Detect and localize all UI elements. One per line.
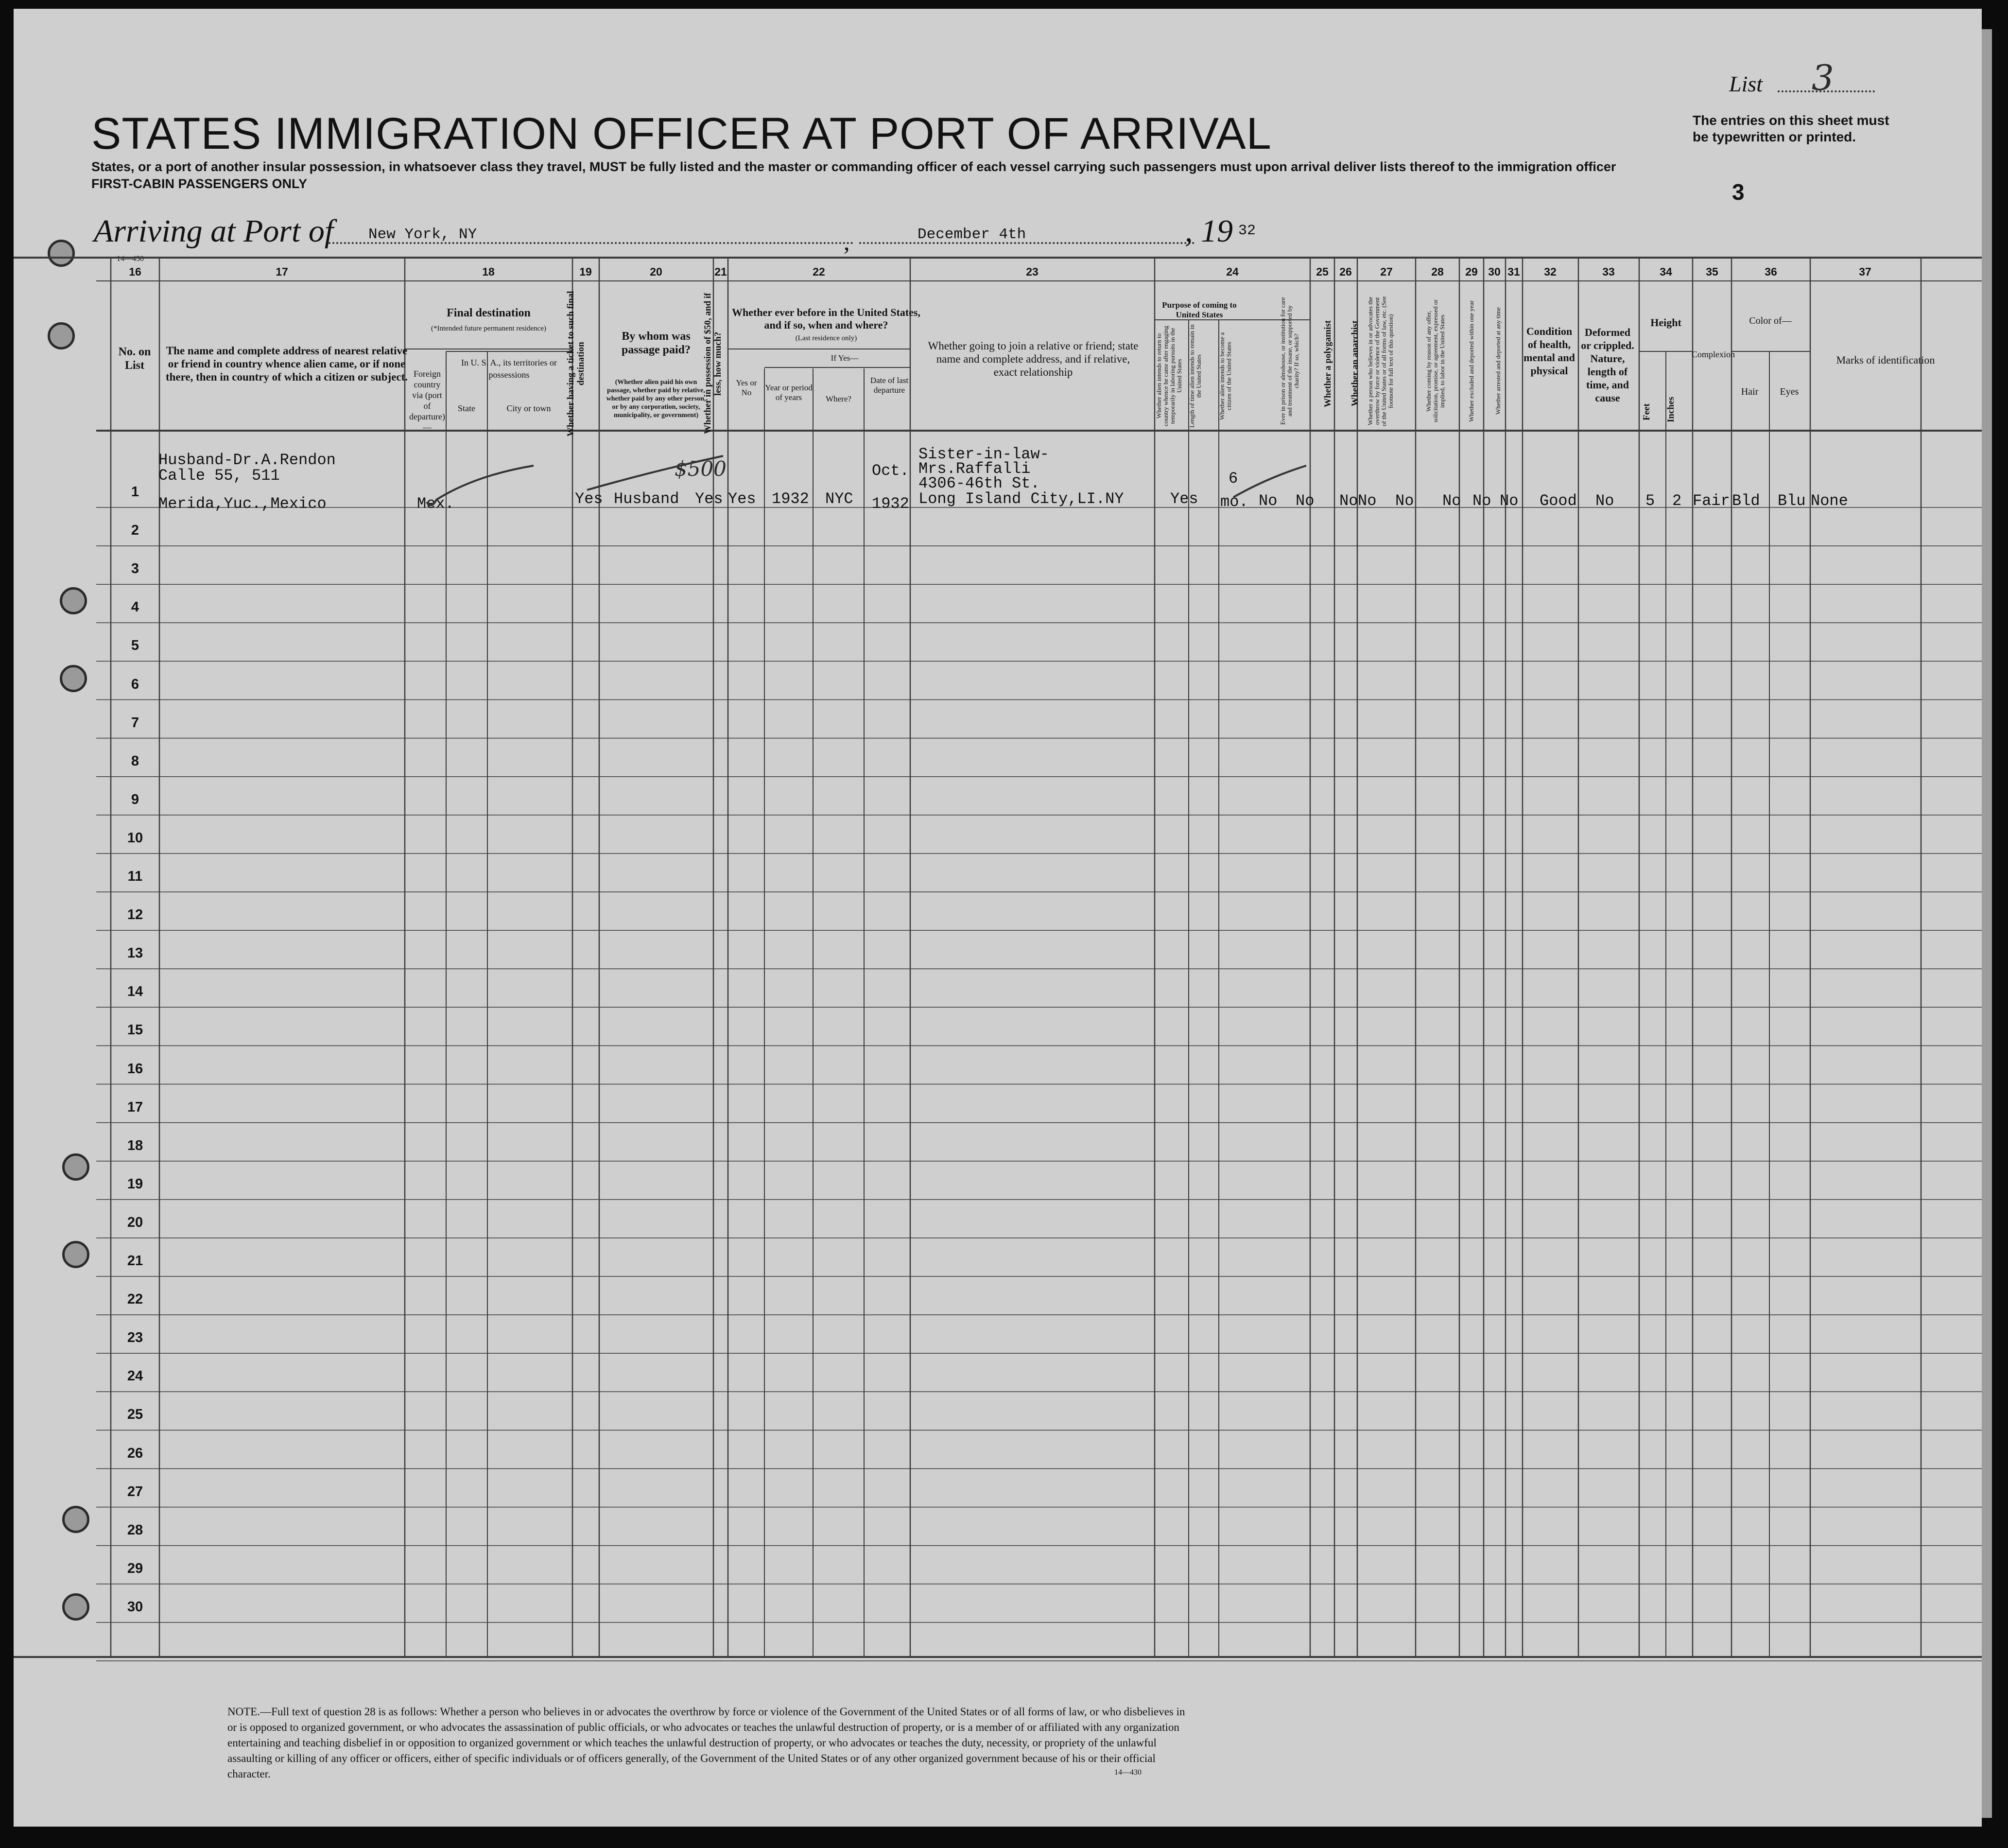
- entries-note-line: be typewritten or printed.: [1693, 129, 1856, 144]
- row-number: 5: [131, 638, 139, 654]
- relative-line: Calle 55, 511: [158, 467, 280, 485]
- col37-header: Marks of identification: [1836, 354, 1935, 366]
- page-title: STATES IMMIGRATION OFFICER AT PORT OF ARRIVAL: [91, 109, 1272, 158]
- col36-title: Color of—: [1749, 315, 1792, 326]
- column-number: 21: [714, 265, 727, 278]
- joining-line: Mrs.Raffalli: [918, 460, 1031, 478]
- column-number: 37: [1859, 265, 1871, 278]
- col22-date: Date of last departure: [870, 376, 909, 395]
- col34-feet: Feet: [1642, 403, 1652, 421]
- col33-header: Deformed or crippled. Nature, length of time, and cause: [1581, 326, 1634, 404]
- citizen-cell: No: [1259, 492, 1278, 510]
- row-number: 3: [131, 561, 139, 577]
- row-number: 23: [127, 1330, 143, 1346]
- col22-year: Year or period of years: [765, 383, 813, 402]
- row-number: 28: [127, 1522, 143, 1538]
- col22-sub: (Last residence only): [795, 334, 857, 342]
- column-number: 28: [1431, 265, 1444, 278]
- inches-cell: 2: [1672, 492, 1682, 510]
- eyes-cell: Blu: [1778, 492, 1806, 510]
- col18-state: State: [458, 403, 475, 413]
- entries-note-line: The entries on this sheet must: [1693, 113, 1889, 128]
- row-number: 8: [131, 753, 139, 769]
- date-value: December 4th: [917, 226, 1026, 243]
- row-number: 20: [127, 1214, 143, 1230]
- row-number: 18: [127, 1137, 143, 1153]
- column-number: 26: [1339, 265, 1352, 278]
- col23-header: Whether going to join a relative or friend; state name and complete address, and if relative, exact relationship: [928, 340, 1139, 378]
- joining-line: Long Island City,LI.NY: [918, 490, 1124, 508]
- row-number: 26: [127, 1445, 143, 1461]
- column-number: 18: [482, 265, 495, 278]
- year-cell: 1932: [772, 490, 809, 508]
- purpose-cell: Yes: [1170, 490, 1198, 508]
- money-cell: Yes: [695, 490, 723, 508]
- row-number: 22: [127, 1291, 143, 1308]
- row-number: 11: [127, 869, 143, 884]
- ticket-cell: Yes: [575, 490, 603, 508]
- column-number: 22: [813, 265, 825, 278]
- q29-cell: No: [1442, 492, 1461, 510]
- column-number: 16: [129, 265, 141, 278]
- column-number: 23: [1026, 265, 1039, 278]
- column-number: 27: [1380, 265, 1393, 278]
- comma: ,: [844, 228, 850, 255]
- col18-foreign: Foreign country via (port of departure)—: [409, 369, 445, 432]
- row-number: 7: [131, 715, 139, 731]
- check-mark: [417, 456, 543, 509]
- column-number: 33: [1602, 265, 1615, 278]
- column-number: 32: [1544, 265, 1557, 278]
- row-number: 9: [131, 791, 139, 807]
- column-number: 20: [650, 265, 662, 278]
- col19-header: Whether having a ticket to such final destination: [566, 291, 586, 436]
- col22-yesno: Yes or No: [736, 378, 757, 397]
- year-suffix: 32: [1238, 223, 1256, 239]
- money-handwritten: $500: [675, 457, 727, 481]
- col29-header: Whether coming by reason of any offer, solicitation, promise, or agreement, expressed or implied, to labor in the United States: [1425, 299, 1446, 423]
- port-value: New York, NY: [368, 226, 477, 243]
- row-number: 1: [131, 484, 139, 500]
- column-number: 34: [1660, 265, 1672, 278]
- col21-header: Whether in possession of $50, and if less, how much?: [703, 293, 723, 435]
- subtitle: States, or a port of another insular possession, in whatsoever class they travel, MUST be fully listed and the master or commanding officer of each vessel carrying such passengers must upon arrival deliver lists thereof to the immigration officer: [91, 159, 1616, 174]
- col36-hair: Hair: [1741, 386, 1759, 397]
- hair-cell: Bld: [1732, 492, 1760, 510]
- col35-header: Complexion: [1692, 349, 1735, 359]
- q30-cell: No: [1472, 492, 1491, 510]
- row-number: 15: [127, 1022, 143, 1038]
- row-number: 29: [127, 1560, 143, 1576]
- column-number: 35: [1706, 265, 1718, 278]
- col18-sub: (*Intended future permanent residence): [431, 325, 546, 332]
- col27-header: Whether an anarchist: [1350, 320, 1360, 407]
- col26-header: Whether a polygamist: [1323, 320, 1333, 407]
- row-number: 24: [127, 1368, 143, 1384]
- col18-city: City or town: [506, 403, 551, 413]
- list-number: 3: [1812, 57, 1834, 98]
- row-number: 13: [127, 945, 143, 961]
- relative-line: Husband-Dr.A.Rendon: [158, 451, 336, 469]
- length-unit-cell: mo.: [1220, 493, 1248, 511]
- relative-line: Merida,Yuc.,Mexico: [158, 495, 327, 513]
- polygamist-cell: No: [1339, 492, 1358, 510]
- deformed-cell: No: [1595, 492, 1614, 510]
- col25-header: Ever in prison or almshouse, or institution for care and treatment of the insane, or supported by charity? If so, which?: [1279, 297, 1300, 425]
- row-number: 12: [127, 907, 143, 923]
- date-year-cell: 1932: [872, 495, 909, 513]
- foreign-country-cell: Mex.: [417, 495, 454, 513]
- col24-return: Whether alien intends to return to country whence he came after engaging temporarily in laboring pursuits in the United States: [1155, 326, 1183, 426]
- before-us-cell: Yes: [728, 490, 756, 508]
- date-month-cell: Oct.: [872, 462, 909, 480]
- marks-cell: None: [1811, 492, 1848, 510]
- row-number: 19: [127, 1176, 143, 1192]
- column-number: 24: [1226, 265, 1239, 278]
- health-cell: Good: [1540, 492, 1577, 510]
- column-number: 36: [1765, 265, 1777, 278]
- q31-cell: No: [1500, 492, 1519, 510]
- arriving-label: Arriving at Port of: [94, 213, 334, 249]
- form-number-top: 14—430: [117, 255, 144, 263]
- joining-line: Sister-in-law-: [918, 445, 1049, 463]
- column-number: 29: [1465, 265, 1478, 278]
- row-number: 16: [127, 1061, 143, 1077]
- col22-where: Where?: [826, 394, 851, 403]
- column-number: 25: [1316, 265, 1329, 278]
- form-number: 14—430: [1114, 1768, 1142, 1777]
- passage-cell: Husband: [614, 490, 679, 508]
- anarchist-cell: No: [1358, 492, 1377, 510]
- col18-usa: In U. S. A., its territories or possessions: [461, 358, 557, 380]
- table-grid: [14, 9, 1982, 1827]
- complexion-cell: Fair: [1693, 492, 1730, 510]
- col28-header: Whether a person who believes in or advocates the overthrow by force or violence of the Government of the United States or of all forms of law, etc. (See footnote for full text of this question): [1367, 296, 1394, 426]
- prison-cell: No: [1296, 492, 1315, 510]
- joining-line: 4306-46th St.: [918, 474, 1040, 492]
- class-line: FIRST-CABIN PASSENGERS ONLY: [91, 176, 308, 191]
- q28-cell: No: [1395, 492, 1414, 510]
- sheet-number: 3: [1732, 179, 1745, 205]
- row-number: 14: [127, 984, 143, 1000]
- check-mark: [1229, 456, 1311, 505]
- col16-header: No. on List: [118, 346, 151, 372]
- col22-ifyes: If Yes—: [831, 353, 859, 363]
- column-number: 19: [579, 265, 592, 278]
- where-cell: NYC: [825, 490, 853, 508]
- col34-title: Height: [1650, 316, 1681, 329]
- col31-header: Whether arrested and deported at any time: [1494, 307, 1502, 415]
- col24-title: Purpose of coming to United States: [1162, 300, 1237, 319]
- row-number: 17: [127, 1099, 143, 1115]
- col18-title: Final destination: [447, 307, 531, 319]
- column-number: 30: [1488, 265, 1501, 278]
- col24-citizen: Whether alien intends to become a citizen of the United States: [1218, 332, 1232, 420]
- row-number: 21: [127, 1253, 143, 1269]
- col22-title: Whether ever before in the United States, and if so, when and where?: [732, 306, 920, 331]
- feet-cell: 5: [1645, 492, 1655, 510]
- column-number: 17: [276, 265, 288, 278]
- col17-header: The name and complete address of nearest relative or friend in country whence alien came, or if none there, then in country of which a citizen or subject.: [165, 345, 408, 383]
- list-label: List: [1729, 71, 1763, 96]
- col24-length: Length of time alien intends to remain in the United States: [1188, 324, 1202, 428]
- row-number: 2: [131, 523, 139, 539]
- length-value-cell: 6: [1229, 470, 1238, 488]
- col20-sub: (Whether alien paid his own passage, whether paid by relative, whether paid by any other person, or by any corporation, society, municipality, or government): [606, 379, 706, 419]
- footnote: NOTE.—Full text of question 28 is as follows: Whether a person who believes in or advocates the overthrow by force or violence of the Government of the United States or of all forms of law, or who disbelieves in or is opposed to organized government, or who advocates the assassination of public officials, or who advocates or teaches the unlawful destruction of property, or is a member of or affiliated with any organization entertaining and teaching disbelief in or opposition to organized government or which teaches the unlawful destruction of property, or who advocates or teaches the duty, necessity, or propriety of the unlawful assaulting or killing of any officer or officers, either of specific individuals or of officers generally, of the Government of the United States or of any other organized government because of his or their official character.: [227, 1706, 1185, 1780]
- year-prefix: , 19: [1185, 213, 1233, 249]
- manifest-sheet: [14, 9, 1982, 1827]
- col20-title: By whom was passage paid?: [621, 330, 691, 356]
- check-mark: [582, 446, 728, 500]
- row-number: 30: [127, 1599, 143, 1615]
- col32-header: Condition of health, mental and physical: [1523, 325, 1575, 377]
- col36-eyes: Eyes: [1780, 386, 1799, 397]
- row-number: 10: [127, 830, 143, 846]
- row-number: 25: [127, 1407, 143, 1423]
- column-number: 31: [1507, 265, 1520, 278]
- row-number: 6: [131, 676, 139, 692]
- col30-header: Whether excluded and deported within one year: [1468, 300, 1475, 422]
- row-number: 27: [127, 1483, 143, 1499]
- col34-inches: Inches: [1666, 397, 1676, 423]
- row-number: 4: [131, 599, 139, 615]
